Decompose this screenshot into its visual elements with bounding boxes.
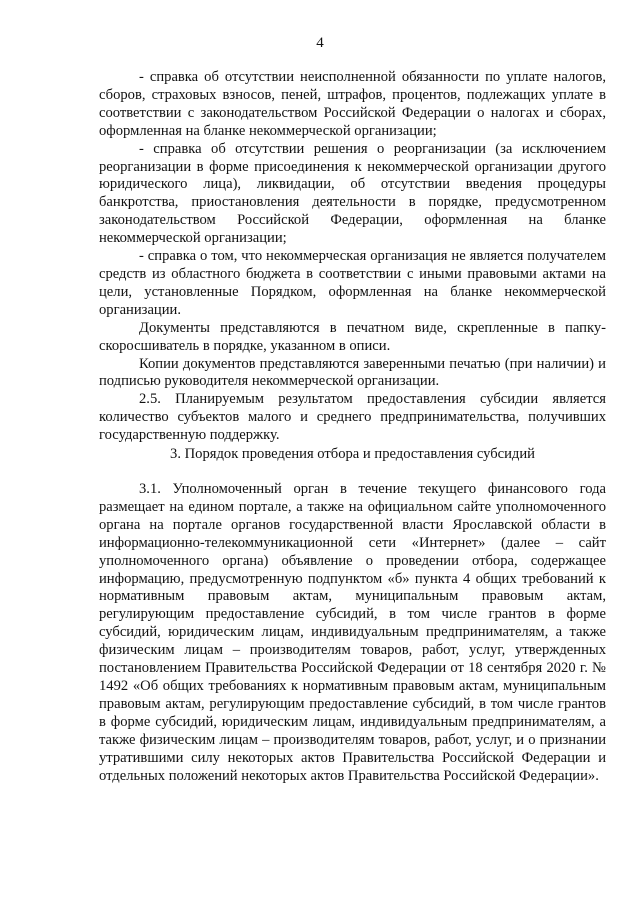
- paragraph-3-1: 3.1. Уполномоченный орган в течение текущего финансового года размещает на едином портале, а также на официальном сайте уполномоченного органа на портале органов государственной власти Ярославской области в информационно-телекоммуникационной сети «Интернет» (далее – сайт уполномоченного органа) объявление о проведении отбора, содержащее информацию, предусмотренную подпунктом «б» пункта 4 общих требований к нормативным правовым актам, муниципальным правовым актам, регулирующим предоставление субсидий, в том числе грантов в форме субсидий, юридическим лицам, индивидуальным предпринимателям, а также физическим лицам – производителям товаров, работ, услуг, утвержденных постановлением Правительства Российской Федерации от 18 сентября 2020 г. № 1492 «Об общих требованиях к нормативным правовым актам, муниципальным правовым актам, регулирующим предоставление субсидий, в том числе грантов в форме субсидий, юридическим лицам, индивидуальным предпринимателям, а также физическим лицам – производителям товаров, работ, услуг, и о признании утратившими силу некоторых актов Правительства Российской Федерации и отдельных положений некоторых актов Правительства Российской Федерации».: [99, 481, 606, 784]
- body-text-bottom: [99, 481, 606, 785]
- paragraph-budget-certificate: - справка о том, что некоммерческая организация не является получателем средств из областного бюджета в соответствии с иными правовыми актами на цели, установленные Порядком, оформленная на бланке некоммерческой организации.: [99, 248, 606, 318]
- page-number: 4: [316, 35, 324, 51]
- paragraph-documents-format: Документы представляются в печатном виде, скрепленные в папку-скоросшиватель в порядке, указанном в описи.: [99, 319, 606, 354]
- paragraph-2-5: 2.5. Планируемым результатом предоставления субсидии является количество субъектов малого и среднего предпринимательства, получивших государственную поддержку.: [99, 391, 606, 444]
- section-heading: 3. Порядок проведения отбора и предоставления субсидий: [170, 446, 535, 462]
- paragraph-tax-certificate: - справка об отсутствии неисполненной обязанности по уплате налогов, сборов, страховых взносов, пеней, штрафов, процентов, подлежащих уплате в соответствии с законодательством Российской Федерации о налогах и сборах, оформленная на бланке некоммерческой организации;: [99, 69, 606, 139]
- body-text-top: [99, 69, 606, 445]
- paragraph-reorganization-certificate: - справка об отсутствии решения о реорганизации (за исключением реорганизации в форме присоединения к некоммерческой организации другого юридического лица), ликвидации, об отсутствии введения процедуры банкротства, приостановления деятельности в порядке, предусмотренном законодательством Российской Федерации, оформленная на бланке некоммерческой организации;: [99, 140, 606, 247]
- paragraph-copies: Копии документов представляются заверенными печатью (при наличии) и подписью руководителя некоммерческой организации.: [99, 355, 606, 390]
